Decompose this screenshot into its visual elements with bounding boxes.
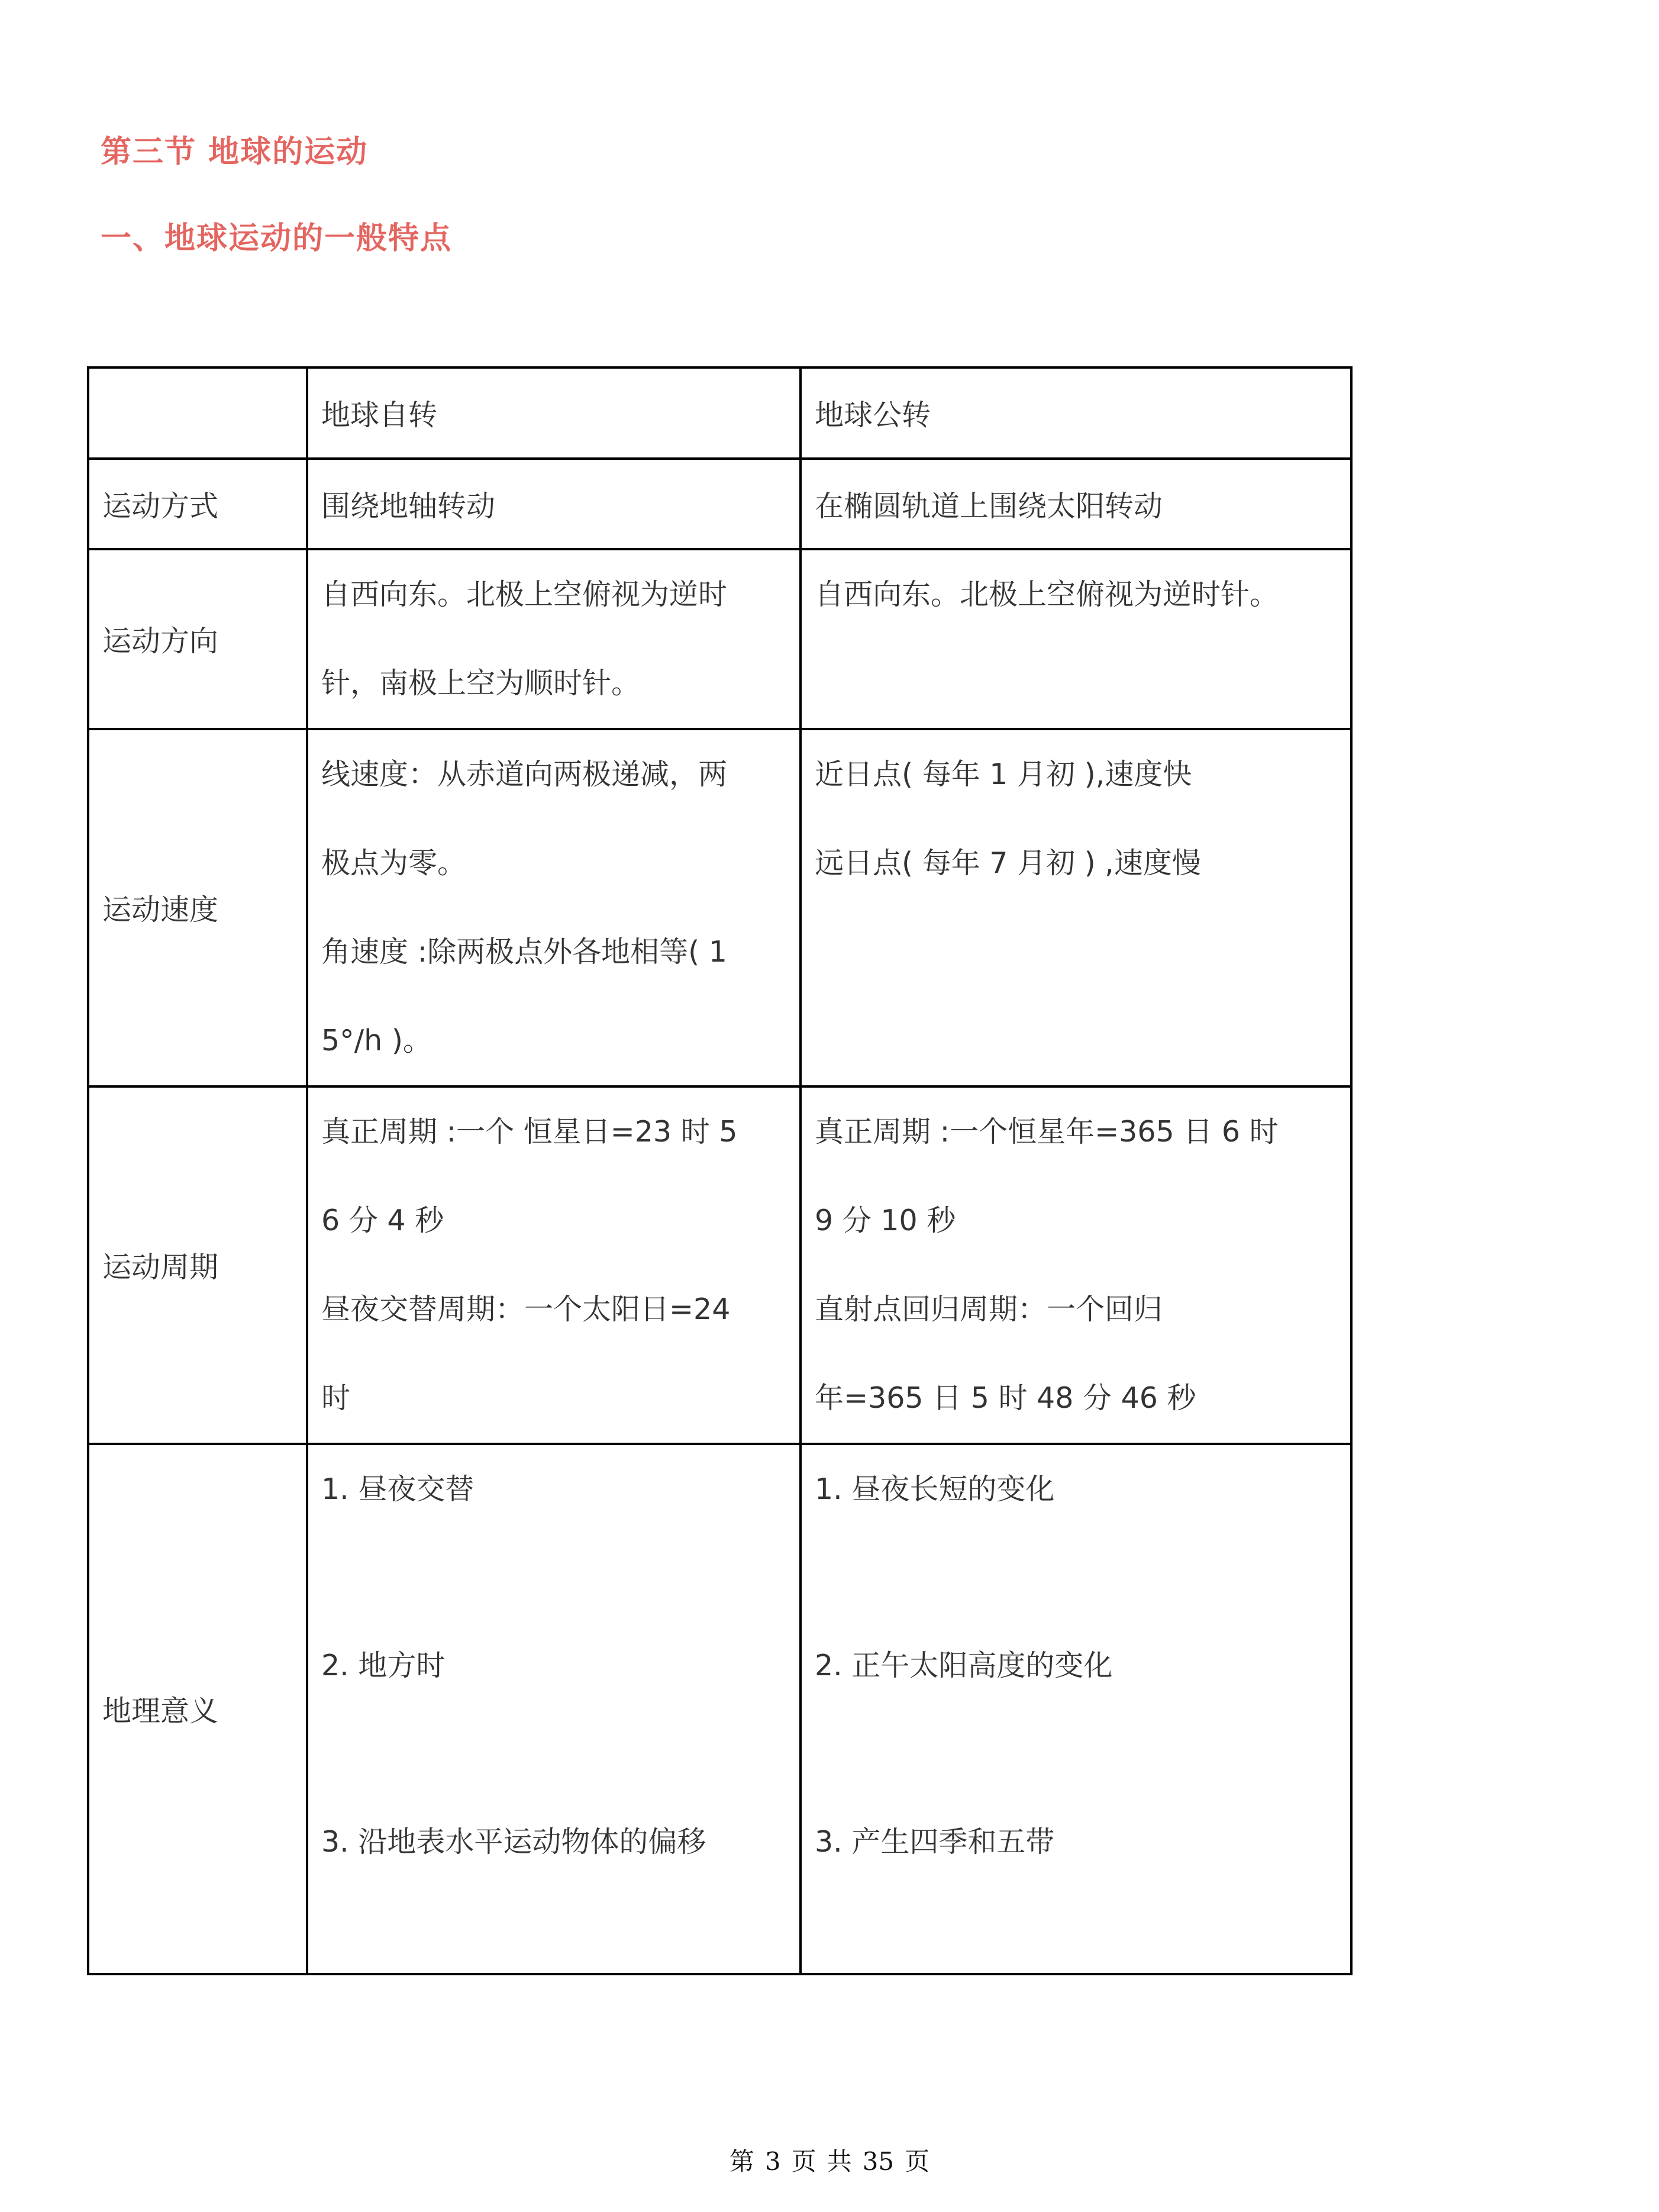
cell-text: 3. 产生四季和五带 [815,1825,1055,1859]
section-title: 第三节 地球的运动 [101,134,369,170]
cell-text: 自西向东。北极上空俯视为逆时针。 [815,578,1279,611]
footer-suffix: 页 [905,2147,930,2176]
rotation-cell [307,729,801,1086]
cell-text: 远日点( 每年 7 月初 ) ,速度慢 [815,846,1201,880]
table-header-row [88,367,1351,459]
footer-total-word: 共 [827,2147,852,2176]
rotation-cell [307,459,801,549]
table-row [88,1086,1351,1444]
cell-text: 真正周期 :一个恒星年=365 日 6 时 [815,1115,1279,1149]
table-row [88,459,1351,549]
cell-text: 昼夜交替周期：一个太阳日=24 [321,1292,731,1326]
row-label: 地理意义 [88,1444,307,1974]
cell-text: 角速度 :除两极点外各地相等( 1 [321,935,727,969]
cell-text: 5°/h )。 [321,1024,432,1057]
cell-text: 真正周期 :一个 恒星日=23 时 5 [321,1115,738,1149]
row-label: 运动周期 [88,1086,307,1444]
cell-text: 3. 沿地表水平运动物体的偏移 [321,1825,706,1859]
cell-text: 在椭圆轨道上围绕太阳转动 [815,489,1163,523]
row-label: 运动方向 [88,549,307,729]
cell-text: 9 分 10 秒 [815,1204,956,1237]
cell-text: 极点为零。 [321,846,467,880]
table-row [88,549,1351,729]
cell-text: 自西向东。北极上空俯视为逆时 [321,578,728,611]
cell-text: 1. 昼夜交替 [321,1472,475,1506]
cell-text: 针，南极上空为顺时针。 [321,666,641,700]
revolution-cell [801,1086,1351,1444]
page-footer [0,2142,1659,2178]
cell-text: 2. 地方时 [321,1649,446,1682]
cell-text: 围绕地轴转动 [321,489,496,523]
footer-page-word: 页 [791,2147,816,2176]
current-page-number: 3 [764,2147,781,2176]
cell-text: 时 [321,1381,351,1415]
total-pages-number: 35 [862,2147,895,2176]
cell-text: 年=365 日 5 时 48 分 46 秒 [815,1381,1196,1415]
subsection-title: 一、地球运动的一般特点 [101,221,453,256]
table-row [88,729,1351,1086]
cell-text: 6 分 4 秒 [321,1204,444,1237]
header-cell-rotation: 地球自转 [307,367,801,459]
revolution-cell [801,549,1351,729]
cell-text: 2. 正午太阳高度的变化 [815,1649,1113,1682]
revolution-cell [801,729,1351,1086]
cell-text: 1. 昼夜长短的变化 [815,1472,1055,1506]
rotation-cell [307,1086,801,1444]
cell-text: 直射点回归周期：一个回归 [815,1292,1163,1326]
footer-prefix: 第 [729,2147,754,2176]
row-label: 运动速度 [88,729,307,1086]
header-cell-empty [88,367,307,459]
row-label: 运动方式 [88,459,307,549]
cell-text: 近日点( 每年 1 月初 ),速度快 [815,757,1192,791]
rotation-cell [307,549,801,729]
revolution-cell [801,459,1351,549]
earth-motion-table [87,366,1353,1975]
revolution-cell [801,1444,1351,1974]
cell-text: 线速度：从赤道向两极递减，两 [321,757,728,791]
header-cell-revolution: 地球公转 [801,367,1351,459]
rotation-cell [307,1444,801,1974]
table-row [88,1444,1351,1974]
